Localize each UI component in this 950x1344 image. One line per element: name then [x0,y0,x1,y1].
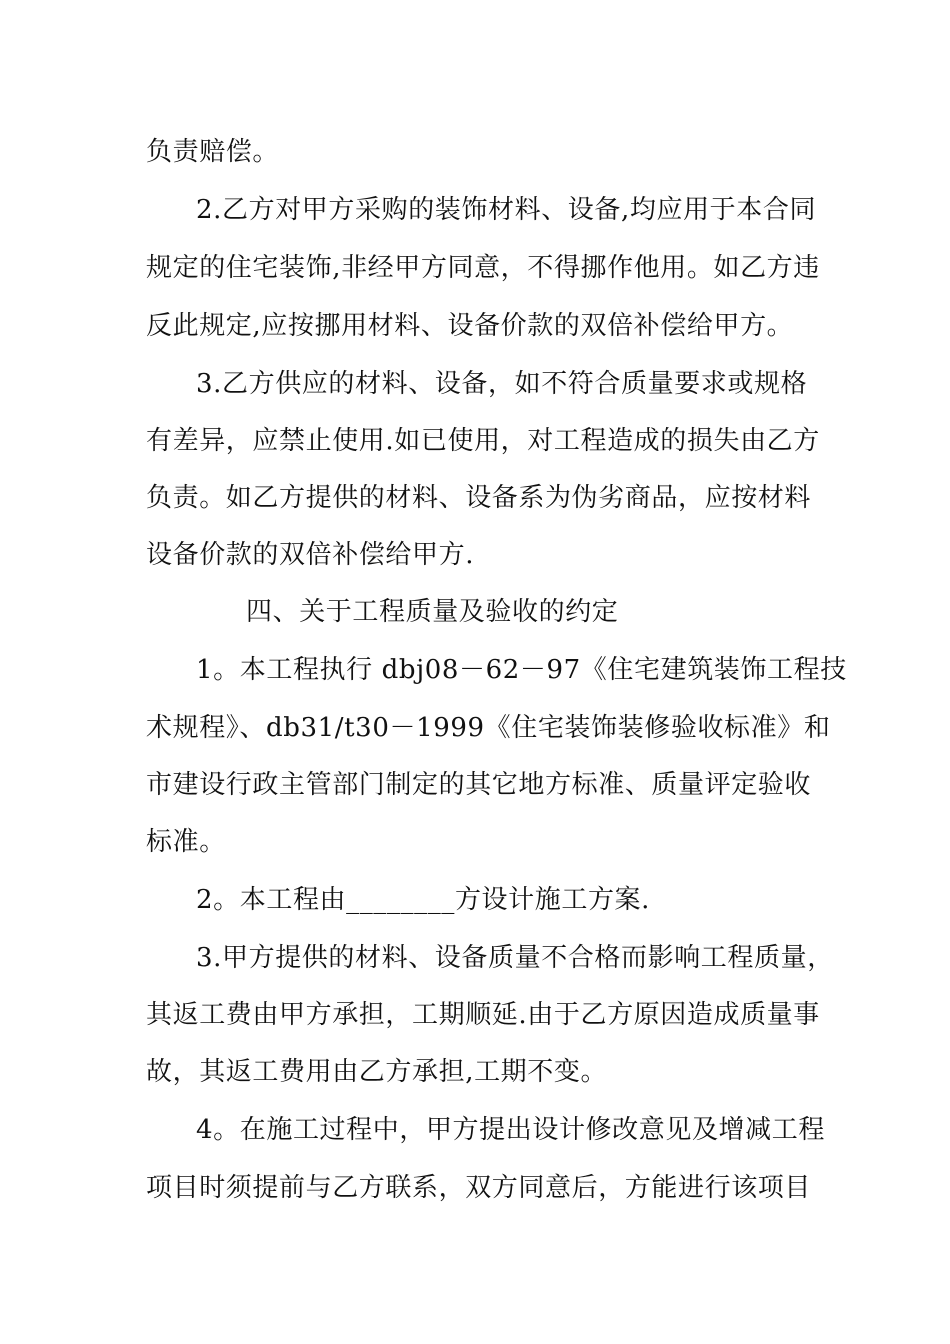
text-line: 4。在施工过程中，甲方提出设计修改意见及增减工程 [196,1115,825,1145]
text-line: 规定的住宅装饰,非经甲方同意，不得挪作他用。如乙方违 [146,253,820,283]
text-line: 设备价款的双倍补偿给甲方. [146,540,475,570]
text-line: 负责赔偿。 [146,137,280,167]
text-line: 3.乙方供应的材料、设备，如不符合质量要求或规格 [196,369,808,399]
text-line: 3.甲方提供的材料、设备质量不合格而影响工程质量， [196,943,834,973]
text-line: 市建设行政主管部门制定的其它地方标准、质量评定验收 [146,770,812,800]
text-line: 有差异，应禁止使用.如已使用，对工程造成的损失由乙方 [146,426,820,456]
text-line: 反此规定,应按挪用材料、设备价款的双倍补偿给甲方。 [146,311,794,341]
text-line: 术规程》、db31/t30－1999《住宅装饰装修验收标准》和 [146,713,831,743]
text-line: 故，其返工费用由乙方承担,工期不变。 [146,1057,608,1087]
text-line: 负责。如乙方提供的材料、设备系为伪劣商品，应按材料 [146,483,812,513]
text-line: 标准。 [146,827,226,857]
text-line: 2。本工程由________方设计施工方案. [196,885,651,915]
text-line: 项目时须提前与乙方联系，双方同意后，方能进行该项目 [146,1173,812,1203]
text-line: 其返工费由甲方承担，工期顺延.由于乙方原因造成质量事 [146,1000,820,1030]
section-heading: 四、关于工程质量及验收的约定 [246,597,619,627]
text-line: 1。本工程执行 dbj08－62－97《住宅建筑装饰工程技 [196,655,847,685]
text-line: 2.乙方对甲方采购的装饰材料、设备,均应用于本合同 [196,195,817,225]
